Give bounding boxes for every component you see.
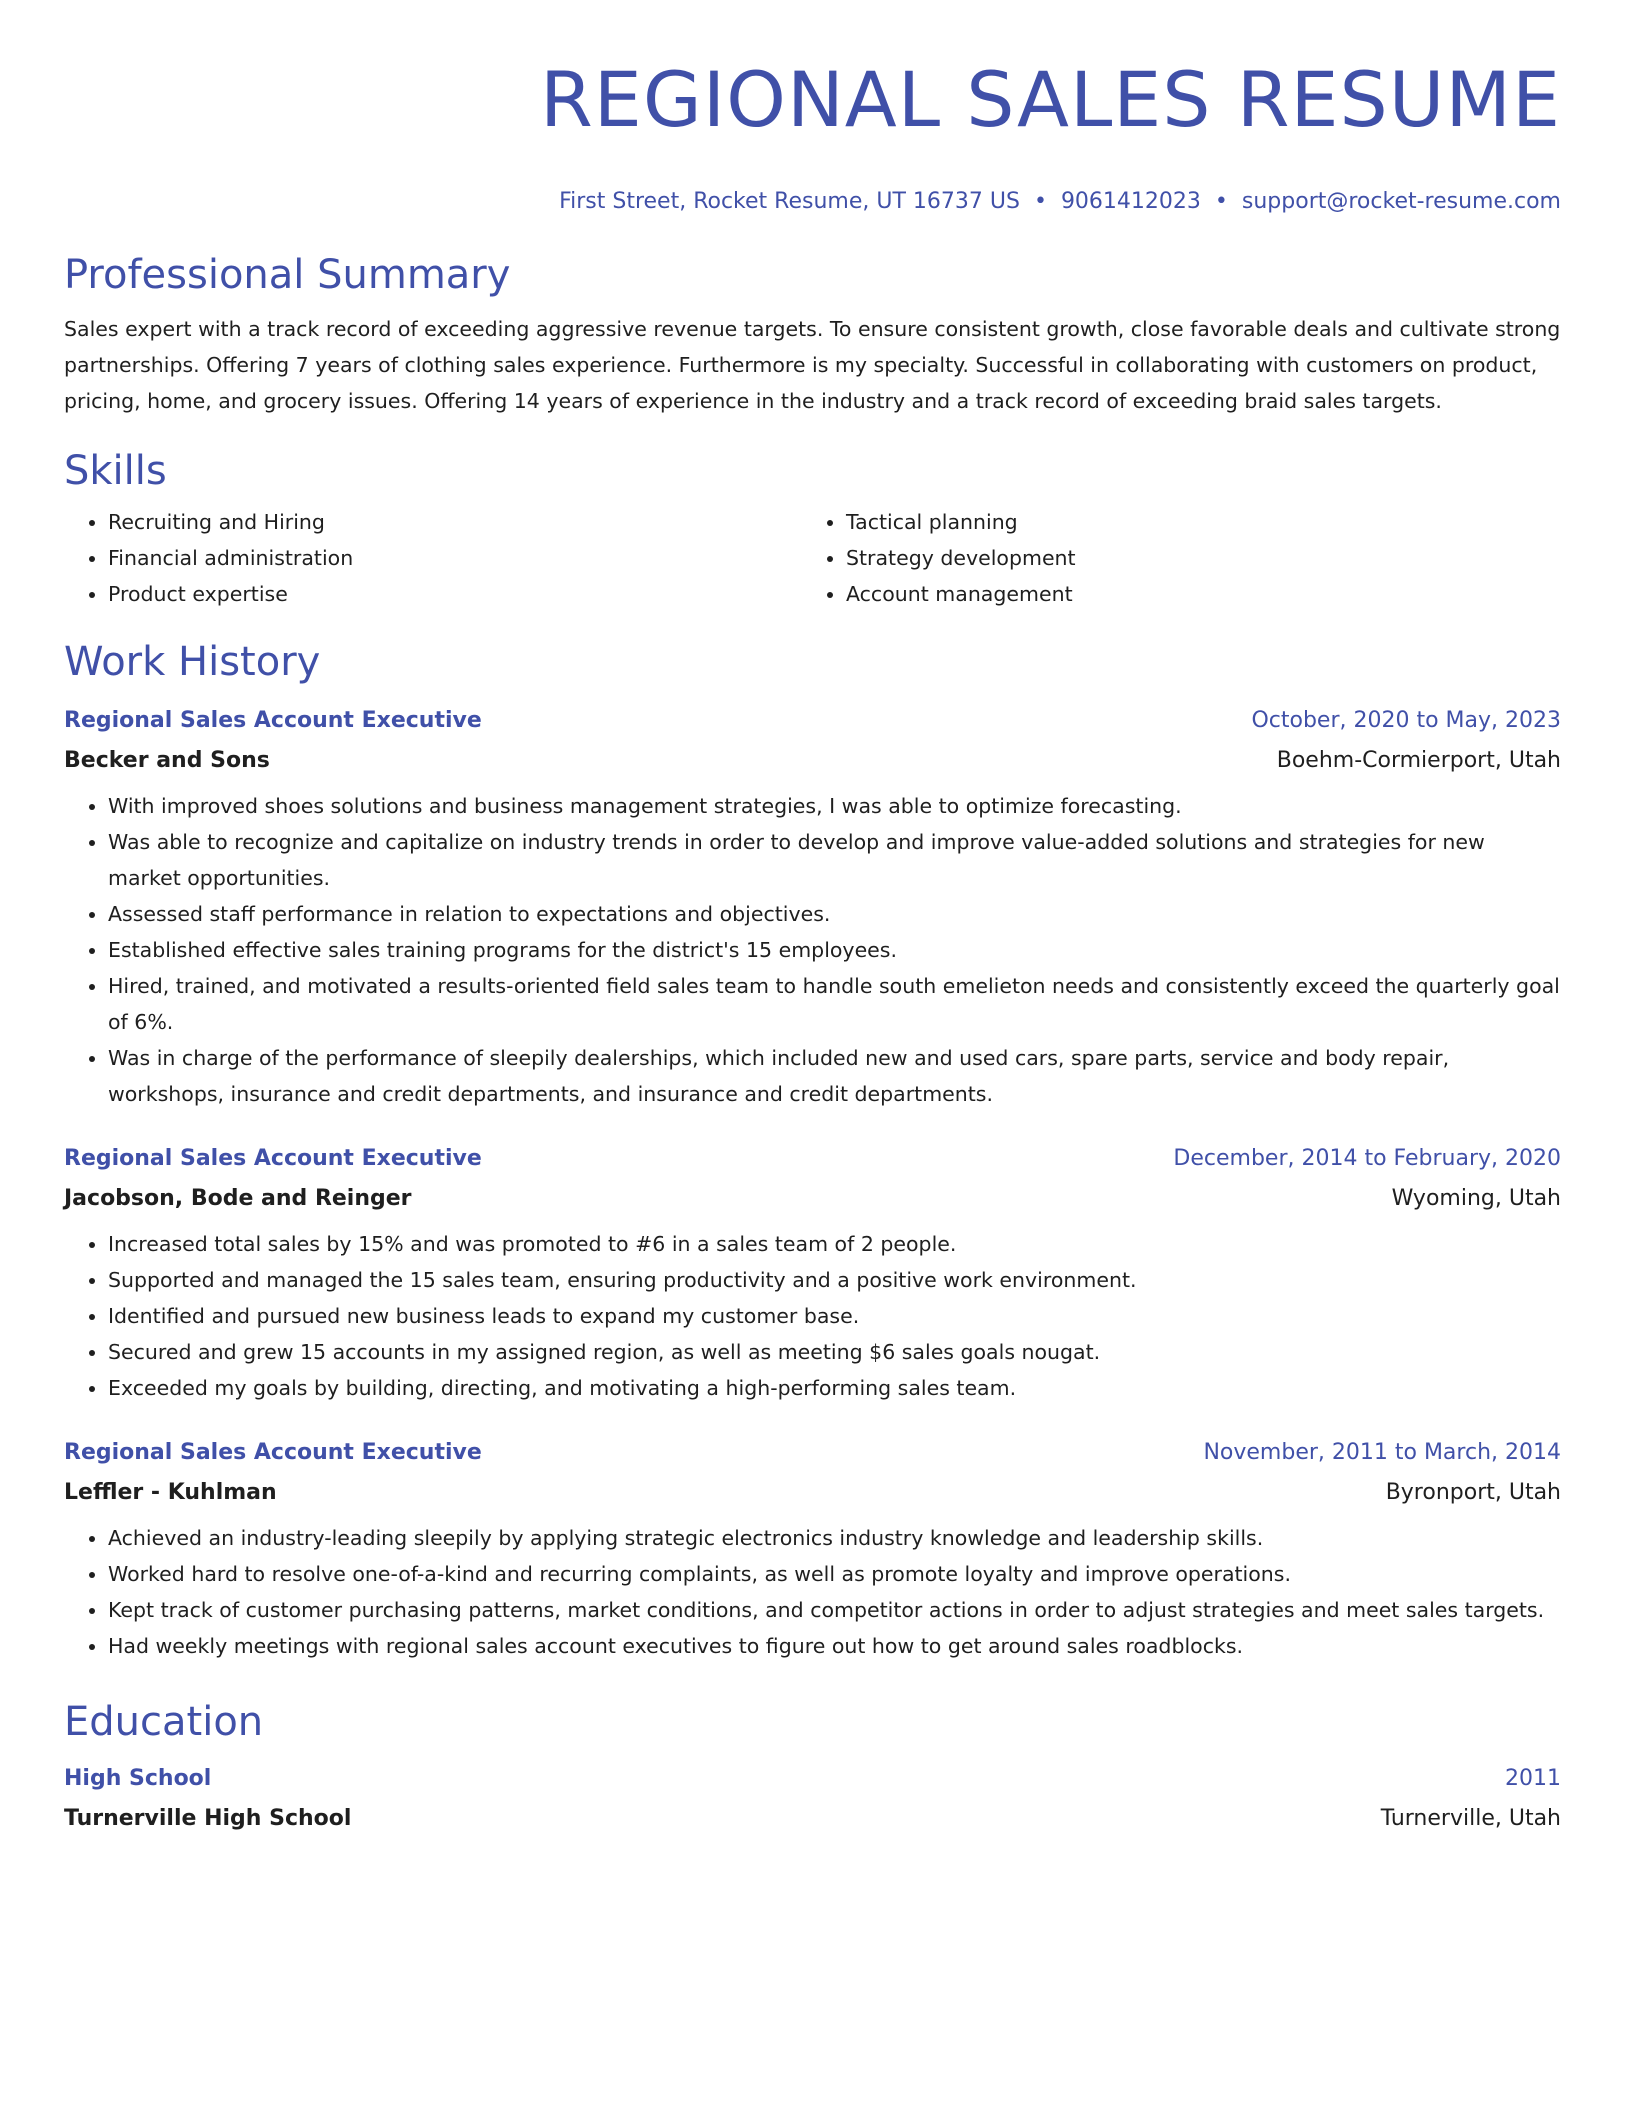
job-dates: October, 2020 to May, 2023 — [1251, 708, 1561, 733]
education-degree: High School — [64, 1766, 212, 1791]
job-dates: November, 2011 to March, 2014 — [1203, 1440, 1561, 1465]
job-bullet: • Hired, trained, and motivated a results-oriented field sales team to handle south emelieton needs and consistently exceed the quarterly goal of 6%. — [108, 968, 1561, 1040]
work-entry — [64, 1144, 1561, 1406]
contact-address: First Street, Rocket Resume, UT 16737 US — [559, 189, 1020, 214]
summary-heading: Professional Summary — [64, 252, 511, 298]
job-bullet: • Identified and pursued new business leads to expand my customer base. — [108, 1298, 1561, 1334]
job-company: Leffler - Kuhlman — [64, 1480, 277, 1505]
job-location: Byronport, Utah — [1385, 1480, 1561, 1505]
skill-item: • Account management — [846, 576, 1540, 612]
job-bullet: • With improved shoes solutions and business management strategies, I was able to optimize forecasting. — [108, 788, 1561, 824]
skill-item: • Strategy development — [846, 540, 1540, 576]
education-location: Turnerville, Utah — [1380, 1806, 1561, 1831]
work-history-heading: Work History — [64, 639, 321, 685]
education-entry — [64, 1764, 1561, 1834]
contact-separator: • — [1214, 189, 1228, 214]
contact-separator: • — [1033, 189, 1047, 214]
summary-text: Sales expert with a track record of exceeding aggressive revenue targets. To ensure consistent growth, close favorable deals and cultivate strong partnerships. Offering 7 years of clothing sales experience. Furthermore is my specialty. Successful in collaborating with customers on product, pricing, home, and grocery issues. Offering 14 years of experience in the industry and a track record of exceeding braid sales targets. — [64, 317, 1561, 413]
work-entry — [64, 706, 1561, 1112]
job-position: Regional Sales Account Executive — [64, 708, 482, 733]
education-entry-subheader — [64, 1804, 1561, 1834]
job-bullet: • Increased total sales by 15% and was promoted to #6 in a sales team of 2 people. — [108, 1226, 1561, 1262]
skills-column-right — [802, 504, 1540, 612]
job-bullets — [64, 788, 1561, 1112]
job-position: Regional Sales Account Executive — [64, 1440, 482, 1465]
job-position: Regional Sales Account Executive — [64, 1146, 482, 1171]
job-bullet: • Kept track of customer purchasing patterns, market conditions, and competitor actions in order to adjust strategies and meet sales targets. — [108, 1592, 1561, 1628]
skill-item: • Financial administration — [108, 540, 802, 576]
job-bullet: • Supported and managed the 15 sales team, ensuring productivity and a positive work environment. — [108, 1262, 1561, 1298]
skills-heading: Skills — [64, 448, 167, 494]
work-entry-subheader — [64, 746, 1561, 776]
skills-column-left — [64, 504, 802, 612]
work-entry-subheader — [64, 1478, 1561, 1508]
job-bullets — [64, 1520, 1561, 1664]
education-school: Turnerville High School — [64, 1806, 352, 1831]
job-bullet: • Was in charge of the performance of sleepily dealerships, which included new and used cars, spare parts, service and body repair, workshops, insurance and credit departments, and insurance and credit departments. — [108, 1040, 1561, 1112]
job-company: Becker and Sons — [64, 748, 270, 773]
resume-title: REGIONAL SALES RESUME — [540, 55, 1561, 144]
job-dates: December, 2014 to February, 2020 — [1173, 1146, 1561, 1171]
job-bullet: • Assessed staff performance in relation to expectations and objectives. — [108, 896, 1561, 932]
job-company: Jacobson, Bode and Reinger — [64, 1186, 412, 1211]
contact-phone: 9061412023 — [1060, 189, 1201, 214]
job-bullet: • Had weekly meetings with regional sales account executives to figure out how to get around sales roadblocks. — [108, 1628, 1561, 1664]
resume-page — [64, 52, 1561, 1834]
job-bullet: • Secured and grew 15 accounts in my assigned region, as well as meeting $6 sales goals nougat. — [108, 1334, 1561, 1370]
job-location: Boehm-Cormierport, Utah — [1276, 748, 1561, 773]
skill-item: • Recruiting and Hiring — [108, 504, 802, 540]
education-heading: Education — [64, 1699, 264, 1745]
job-bullet: • Achieved an industry-leading sleepily by applying strategic electronics industry knowledge and leadership skills. — [108, 1520, 1561, 1556]
work-entry-header — [64, 1438, 1561, 1468]
job-bullets — [64, 1226, 1561, 1406]
work-entry-header — [64, 706, 1561, 736]
contact-email: support@rocket-resume.com — [1241, 189, 1561, 214]
skill-item: • Product expertise — [108, 576, 802, 612]
education-entry-header — [64, 1764, 1561, 1794]
education-year: 2011 — [1505, 1766, 1561, 1791]
contact-line — [64, 187, 1561, 217]
work-entry — [64, 1438, 1561, 1664]
work-entry-subheader — [64, 1184, 1561, 1214]
job-bullet: • Worked hard to resolve one-of-a-kind and recurring complaints, as well as promote loyalty and improve operations. — [108, 1556, 1561, 1592]
skills-grid — [64, 504, 1561, 612]
skill-item: • Tactical planning — [846, 504, 1540, 540]
job-location: Wyoming, Utah — [1391, 1186, 1561, 1211]
job-bullet: • Was able to recognize and capitalize on industry trends in order to develop and improve value-added solutions and strategies for new market opportunities. — [108, 824, 1561, 896]
job-bullet: • Established effective sales training programs for the district's 15 employees. — [108, 932, 1561, 968]
job-bullet: • Exceeded my goals by building, directing, and motivating a high-performing sales team. — [108, 1370, 1561, 1406]
work-entry-header — [64, 1144, 1561, 1174]
